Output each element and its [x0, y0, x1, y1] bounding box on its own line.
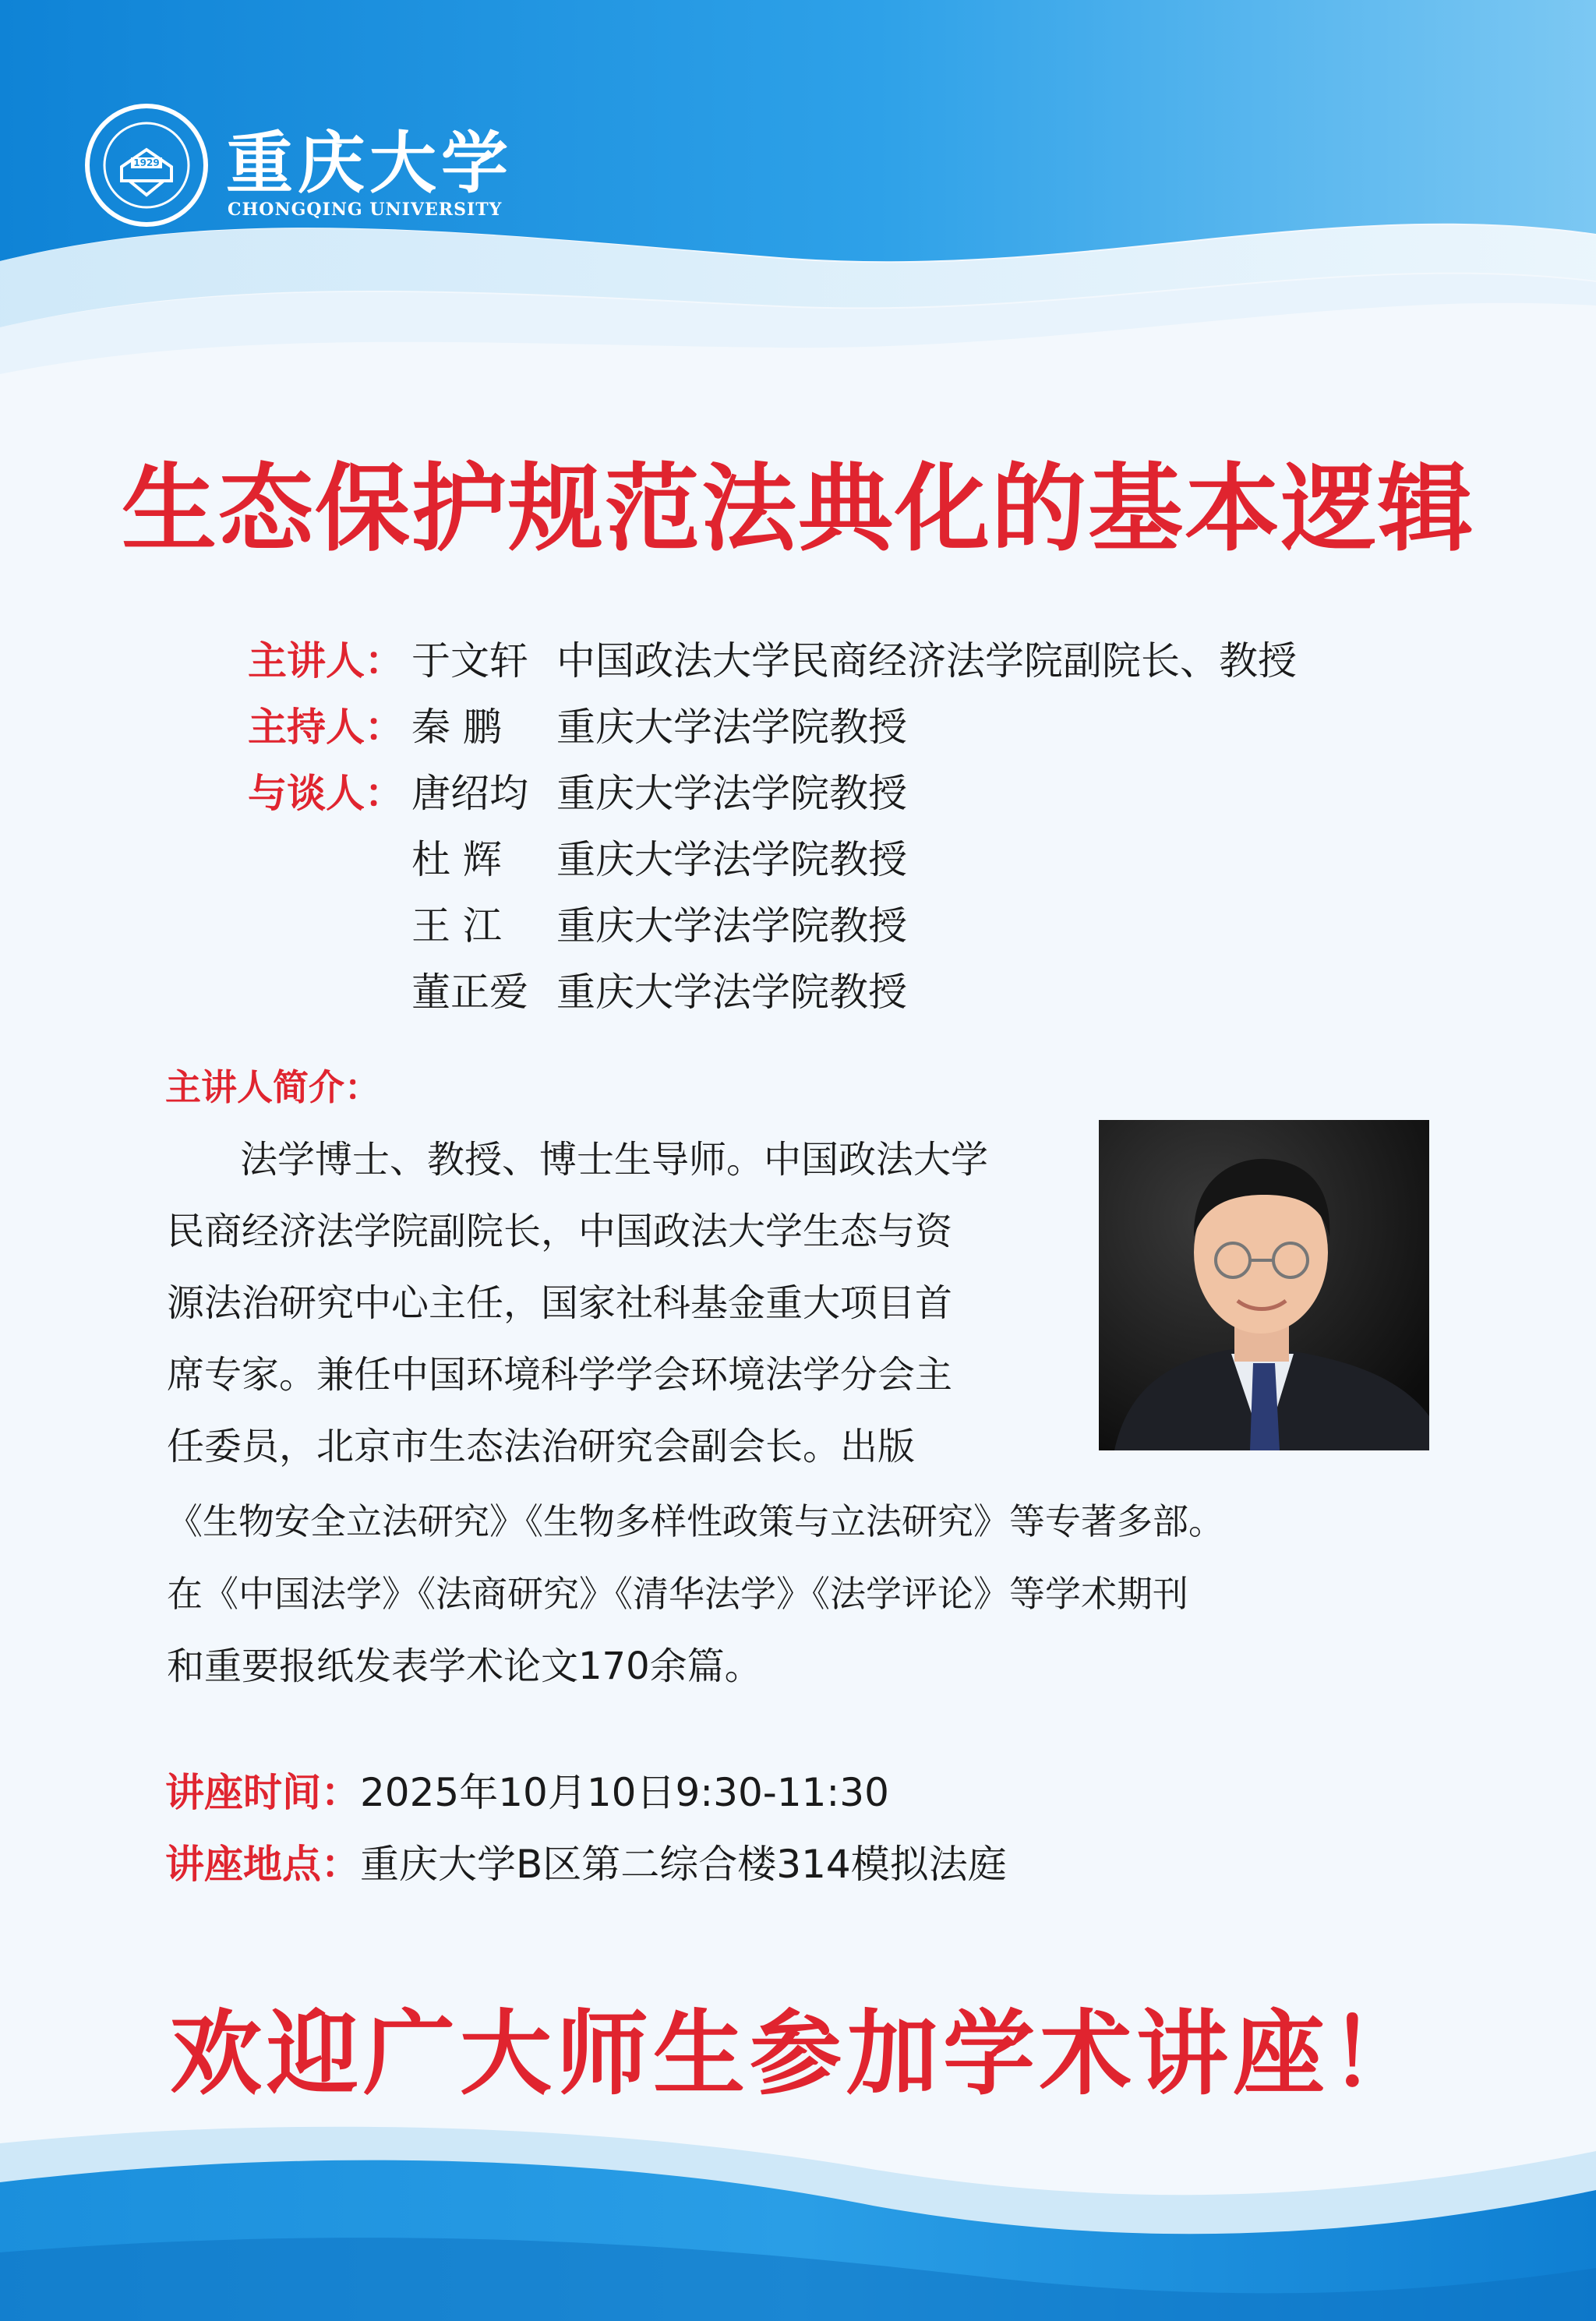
host-name: 秦 鹏 — [411, 705, 502, 750]
bio-line: 席专家。兼任中国环境科学学会环境法学分会主 — [167, 1353, 953, 1397]
bio-line: 法学博士、教授、博士生导师。中国政法大学 — [240, 1138, 989, 1182]
bio-line: 民商经济法学院副院长，中国政法大学生态与资 — [167, 1210, 953, 1253]
discussant-row — [248, 966, 907, 1018]
speaker-label: 主讲人： — [248, 638, 404, 684]
lecture-time-label: 讲座时间： — [165, 1770, 360, 1815]
discussant-row — [248, 900, 907, 952]
discussant-title: 重庆大学法学院教授 — [556, 771, 907, 816]
svg-text:1929: 1929 — [133, 157, 160, 168]
bio-line: 源法治研究中心主任，国家社科基金重大项目首 — [167, 1281, 953, 1325]
speaker-name: 于文轩 — [411, 638, 528, 684]
discussant-name: 唐绍均 — [411, 771, 528, 816]
discussant-name: 王 江 — [411, 903, 502, 949]
lecture-time-row — [165, 1765, 889, 1820]
host-row — [248, 701, 907, 753]
bio-line: 在《中国法学》《法商研究》《清华法学》《法学评论》等学术期刊 — [167, 1573, 1188, 1615]
discussant-row — [248, 768, 907, 819]
host-label: 主持人： — [248, 705, 404, 750]
lecture-place-label: 讲座地点： — [165, 1842, 360, 1887]
discussant-row — [248, 834, 907, 885]
bio-line: 和重要报纸发表学术论文170余篇。 — [167, 1644, 762, 1688]
bio-line: 《生物安全立法研究》《生物多样性政策与立法研究》等专著多部。 — [167, 1500, 1224, 1542]
host-title: 重庆大学法学院教授 — [556, 705, 907, 750]
speaker-title: 中国政法大学民商经济法学院副院长、教授 — [556, 638, 1297, 684]
bio-line: 任委员，北京市生态法治研究会副会长。出版 — [167, 1425, 916, 1468]
speaker-photo — [1099, 1120, 1429, 1450]
university-name-cn: 重庆大学 — [226, 124, 513, 203]
discussant-label: 与谈人： — [248, 771, 404, 816]
discussant-name: 董正爱 — [411, 970, 528, 1015]
welcome-slogan: 欢迎广大师生参加学术讲座！ — [169, 1999, 1426, 2107]
speaker-row — [248, 635, 1297, 687]
bottom-wave-banner — [0, 2097, 1596, 2321]
discussant-title: 重庆大学法学院教授 — [556, 903, 907, 949]
discussant-title: 重庆大学法学院教授 — [556, 837, 907, 882]
bio-heading: 主讲人简介： — [165, 1066, 380, 1108]
university-seal-logo — [84, 103, 209, 228]
lecture-place-row — [165, 1837, 1007, 1892]
university-name-en: CHONGQING UNIVERSITY — [228, 200, 503, 220]
lecture-place-value: 重庆大学B区第二综合楼314模拟法庭 — [360, 1842, 1007, 1887]
lecture-title: 生态保护规范法典化的基本逻辑 — [122, 452, 1474, 564]
lecture-time-value: 2025年10月10日9:30-11:30 — [360, 1770, 889, 1815]
discussant-title: 重庆大学法学院教授 — [556, 970, 907, 1015]
discussant-name: 杜 辉 — [411, 837, 502, 882]
